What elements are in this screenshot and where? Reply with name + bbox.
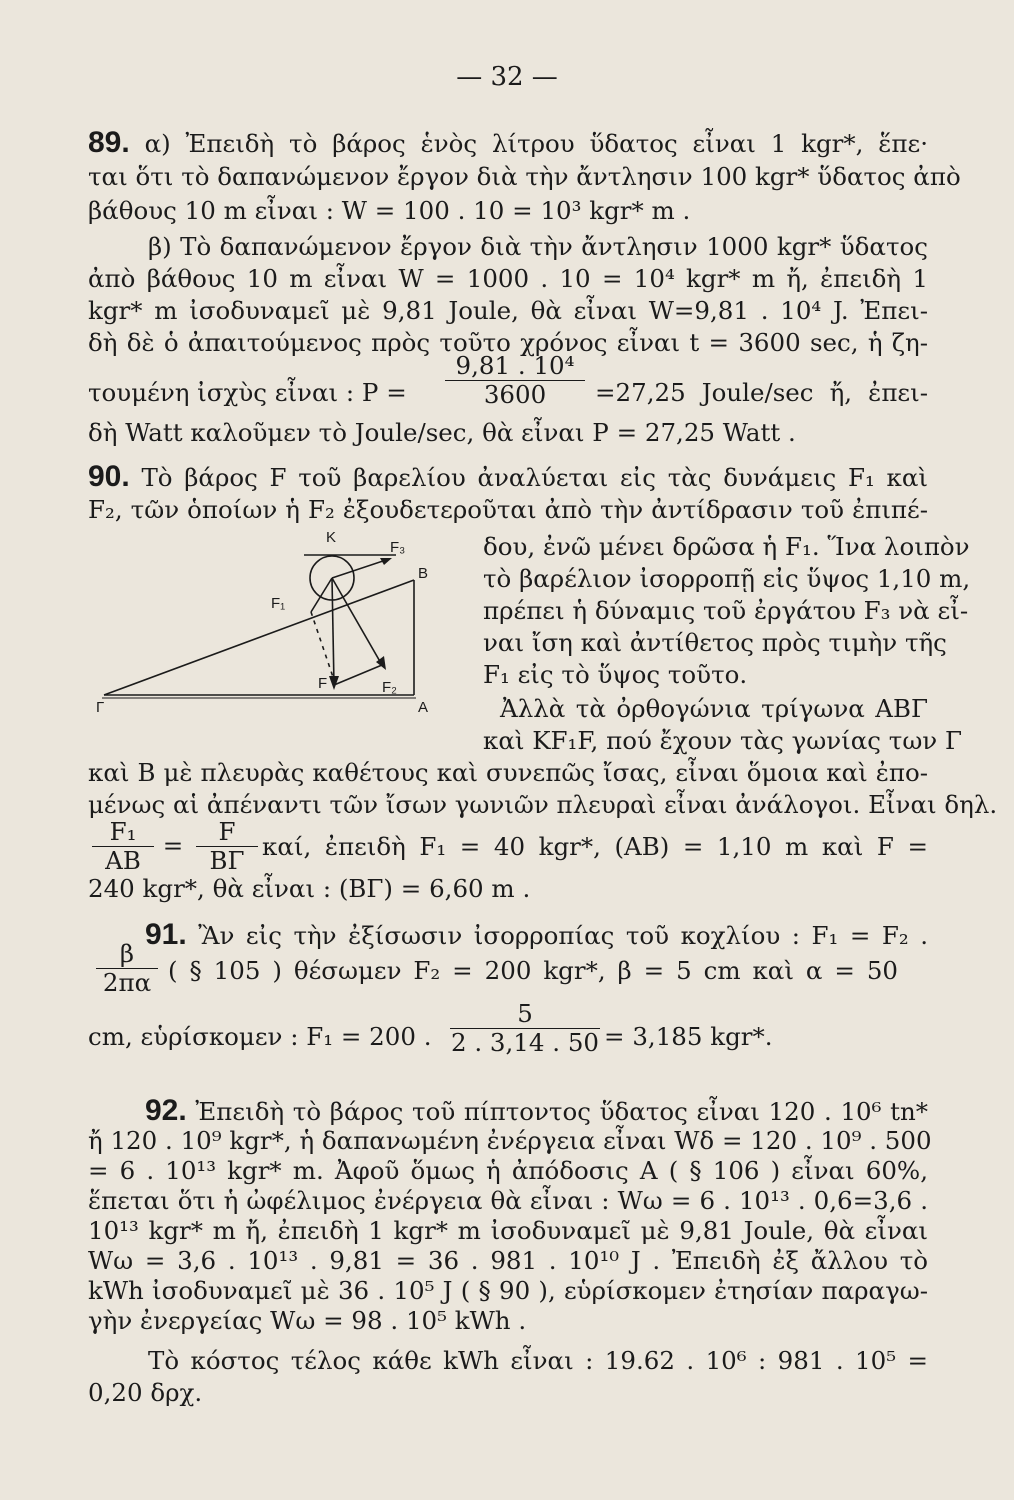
p90-side-1: δου, ἐνῶ μένει δρῶσα ἡ F₁. Ἵνα λοιπὸν [483,532,970,561]
ratio-2-denominator: ΒΓ [209,846,245,875]
p92-line-6: Wω = 3,6 . 10¹³ . 9,81 = 36 . 981 . 10¹⁰ J . Ἐπειδὴ ἐξ ἄλλου τὸ [88,1246,928,1275]
p92-line-2: ἤ 120 . 10⁹ kgr*, ἡ δαπανωμένη ἐνέργεια εἶναι Wδ = 120 . 10⁹ . 500 [88,1126,932,1155]
page-number: — 32 — [456,62,558,92]
screw-fraction-denominator: 2πα [102,968,152,997]
p89-line-1 [88,128,928,159]
p91-line-2: ( § 105 ) θέσωμεν F₂ = 200 kgr*, β = 5 cm καὶ α = 50 [168,956,898,985]
p91-line-1 [145,920,928,951]
problem-number-91: 91. [145,918,187,951]
p90-line-5: καί, ἐπειδὴ F₁ = 40 kgr*, (AB) = 1,10 m καὶ F = [262,832,928,861]
p89b-line-5a: τουμένη ἰσχὺς εἶναι : P = [88,378,407,407]
label-F1: F₁ [271,595,286,612]
p89b-line-2: ἀπὸ βάθους 10 m εἶναι W = 1000 . 10 = 10⁴ kgr* m ἤ, ἐπειδὴ 1 [88,264,928,293]
ratio-1-denominator: AB [105,846,141,875]
label-B: B [418,565,429,582]
power-fraction-denominator: 3600 [483,380,547,409]
problem-number-92: 92. [145,1094,187,1127]
p90-side-7: καὶ KF₁F, πού ἔχουν τὰς γωνίας των Γ [483,726,962,755]
label-K: K [326,530,337,546]
p90-l1-text: Τὸ βάρος F τοῦ βαρελίου ἀναλύεται εἰς τὰς δυνάμεις F₁ καὶ [141,463,928,492]
p89-line-2: ται ὅτι τὸ δαπανώμενον ἔργον διὰ τὴν ἄντλησιν 100 kgr* ὕδατος ἀπὸ [88,162,961,191]
p89b-line-6: δὴ Watt καλοῦμεν τὸ Joule/sec, θὰ εἶναι P = 27,25 Watt . [88,418,796,447]
p90-side-5: F₁ εἰς τὸ ὕψος τοῦτο. [483,660,748,689]
p89b-line-1: β) Τὸ δαπανώμενον ἔργον διὰ τὴν ἄντλησιν 1000 kgr* ὕδατος [148,232,928,261]
power-fraction [445,352,585,409]
label-F2: F₂ [382,679,397,696]
force-fraction [450,1000,600,1057]
label-F3: F₃ [390,539,406,556]
p92-line-5: 10¹³ kgr* m ἤ, ἐπειδὴ 1 kgr* m ἰσοδυναμεῖ μὲ 9,81 Joule, θὰ εἶναι [88,1216,928,1245]
label-A: A [418,699,429,716]
p91-line-3b: = 3,185 kgr*. [604,1022,773,1051]
p92-line-3: = 6 . 10¹³ kgr* m. Ἀφοῦ ὅμως ἡ ἀπόδοσις A ( § 106 ) εἶναι 60%, [88,1156,928,1185]
ratio-2-numerator: F [196,818,258,847]
p92-cost-line-1: Τὸ κόστος τέλος κάθε kWh εἶναι : 19.62 . 10⁶ : 981 . 10⁵ = [148,1346,928,1375]
ratio-fraction-1 [92,818,154,875]
p90-line-3: καὶ Β μὲ πλευρὰς καθέτους καὶ συνεπῶς ἴσας, εἶναι ὅμοια καὶ ἐπο- [88,758,928,787]
p92-cost-line-2: 0,20 δρχ. [88,1378,203,1407]
p90-line-6: 240 kgr*, θὰ εἶναι : (ΒΓ) = 6,60 m . [88,874,531,903]
ratio-1-numerator: F₁ [92,818,154,847]
problem-number-90: 90. [88,460,130,493]
p92-line-1 [145,1096,928,1127]
p89b-line-4: δὴ δὲ ὁ ἀπαιτούμενος πρὸς τοῦτο χρόνος εἶναι t = 3600 sec, ἡ ζη- [88,328,928,357]
p90-side-4: ναι ἴση καὶ ἀντίθετος πρὸς τιμὴν τῆς [483,628,947,657]
label-Gamma: Γ [96,699,105,716]
force-fraction-denominator: 2 . 3,14 . 50 [450,1028,600,1057]
p91-line-3a: cm, εὑρίσκομεν : F₁ = 200 . [88,1022,432,1051]
label-F: F [318,675,328,692]
force-fraction-numerator: 5 [450,1000,600,1029]
p90-line-4: μένως αἱ ἀπέναντι τῶν ἴσων γωνιῶν πλευραὶ εἶναι ἀνάλογοι. Εἶναι δηλ. [88,790,998,819]
p92-line-8: γὴν ἐνεργείας Wω = 98 . 10⁵ kWh . [88,1306,527,1335]
p91-l1-text: Ἂν εἰς τὴν ἐξίσωσιν ἰσορροπίας τοῦ κοχλίου : F₁ = F₂ . [198,921,928,950]
p92-l1-text: Ἐπειδὴ τὸ βάρος τοῦ πίπτοντος ὕδατος εἶναι 120 . 10⁶ tn* [195,1097,928,1126]
p89-line-3: βάθους 10 m εἶναι : W = 100 . 10 = 10³ kgr* m . [88,196,691,225]
screw-fraction [96,940,158,997]
p90-side-3: πρέπει ἡ δύναμις τοῦ ἐργάτου F₃ νὰ εἶ- [483,596,969,625]
p90-line-1 [88,462,928,493]
p92-line-7: kWh ἰσοδυναμεῖ μὲ 36 . 10⁵ J ( § 90 ), εὑρίσκομεν ἐτησίαν παραγω- [88,1276,928,1305]
p90-side-6: Ἀλλὰ τὰ ὀρθογώνια τρίγωνα ΑΒΓ [500,694,928,723]
inclined-plane-diagram [96,530,441,720]
problem-number-89: 89. [88,126,130,159]
p92-line-4: ἕπεται ὅτι ἡ ὠφέλιμος ἐνέργεια θὰ εἶναι : Wω = 6 . 10¹³ . 0,6=3,6 . [88,1186,928,1215]
p89-l1-text: α) Ἐπειδὴ τὸ βάρος ἑνὸς λίτρου ὕδατος εἶναι 1 kgr*, ἕπε· [144,129,928,158]
ratio-equals: = [162,831,184,860]
p89b-line-3: kgr* m ἰσοδυναμεῖ μὲ 9,81 Joule, θὰ εἶναι W=9,81 . 10⁴ J. Ἐπει- [88,296,928,325]
power-fraction-numerator: 9,81 . 10⁴ [445,352,585,381]
p89b-line-5b: =27,25 Joule/sec ἤ, ἐπει- [595,378,928,407]
screw-fraction-numerator: β [96,940,158,969]
p90-line-2: F₂, τῶν ὁποίων ἡ F₂ ἐξουδετεροῦται ἀπὸ τὴν ἀντίδρασιν τοῦ ἐπιπέ- [88,495,928,524]
ratio-fraction-2 [196,818,258,875]
p90-side-2: τὸ βαρέλιον ἰσορροπῇ εἰς ὕψος 1,10 m, [483,564,971,593]
